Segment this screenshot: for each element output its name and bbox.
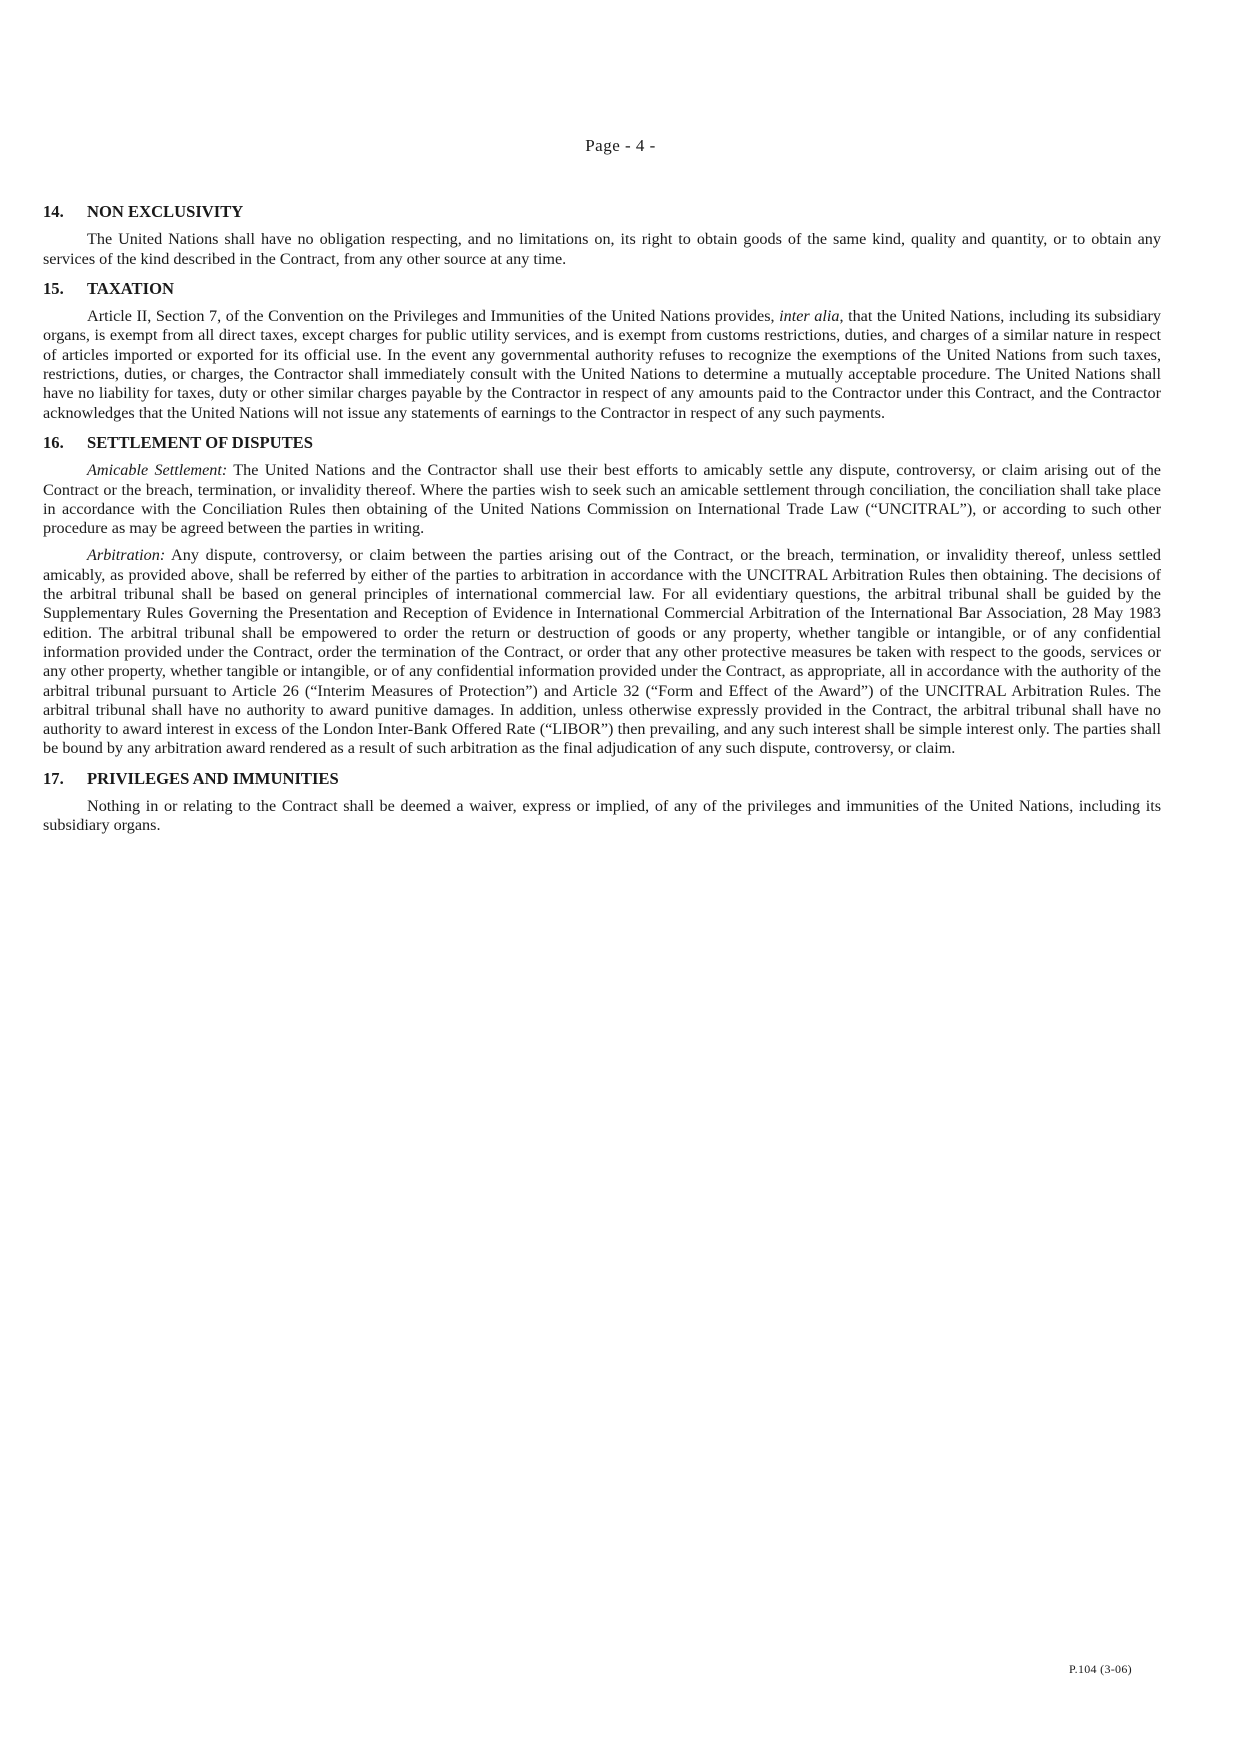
paragraph-text: , that the United Nations, including its subsidiary organs, is exempt from all direct taxes, except charges for public utility services, and is exempt from customs restrictions, duties, and charges of a similar nature in respect of articles imported or exported for its official use. In the event any governmental authority refuses to recognize the exemptions of the United Nations from such taxes, restrictions, duties, or charges, the Contractor shall immediately consult with the United Nations to determine a mutually acceptable procedure. The United Nations shall have no liability for taxes, duty or other similar charges payable by the Contractor in respect of any amounts paid to the Contractor under this Contract, and the Contractor acknowledges that the United Nations will not issue any statements of earnings to the Contractor in respect of any such payments.: [43, 307, 1161, 422]
section-number: 16.: [43, 432, 64, 452]
paragraph: [43, 307, 1161, 423]
paragraph: [43, 797, 1161, 836]
section-taxation: [43, 279, 1161, 423]
section-title: SETTLEMENT OF DISPUTES: [87, 432, 313, 452]
section-number: 14.: [43, 202, 64, 221]
section-title: NON EXCLUSIVITY: [87, 202, 244, 221]
paragraph-text: The United Nations and the Contractor shall use their best efforts to amicably settle any dispute, controversy, or claim arising out of the Contract or the breach, termination, or invalidity thereof. Where the parties wish to seek such an amicable settlement through conciliation, the conciliation shall take place in accordance with the Conciliation Rules then obtaining of the United Nations Commission on International Trade Law (“UNCITRAL”), or according to such other procedure as may be agreed between the parties in writing.: [43, 461, 1161, 538]
section-settlement-of-disputes: [43, 433, 1161, 759]
paragraph-lead: Amicable Settlement:: [87, 461, 228, 480]
paragraph-text: Article II, Section 7, of the Convention on the Privileges and Immunities of the United Nations provides,: [87, 307, 780, 326]
form-code: P.104 (3-06): [1069, 1662, 1132, 1676]
paragraph-text: The United Nations shall have no obligation respecting, and no limitations on, its right to obtain goods of the same kind, quality and quantity, or to obtain any services of the kind described in the Contract, from any other source at any time.: [43, 230, 1161, 268]
section-title: PRIVILEGES AND IMMUNITIES: [87, 768, 339, 788]
paragraph-lead: Arbitration:: [87, 546, 166, 565]
section-heading: [43, 279, 1161, 298]
paragraph-arbitration: [43, 546, 1161, 758]
paragraph-amicable-settlement: [43, 461, 1161, 538]
section-heading: [43, 433, 1161, 452]
page-number: Page - 4 -: [585, 136, 656, 155]
section-non-exclusivity: [43, 202, 1161, 269]
section-privileges-and-immunities: [43, 769, 1161, 836]
section-heading: [43, 769, 1161, 788]
section-number: 17.: [43, 768, 64, 788]
section-number: 15.: [43, 278, 64, 298]
paragraph-text: Nothing in or relating to the Contract shall be deemed a waiver, express or implied, of any of the privileges and immunities of the United Nations, including its subsidiary organs.: [43, 797, 1161, 835]
paragraph: [43, 230, 1161, 269]
paragraph-text: Any dispute, controversy, or claim between the parties arising out of the Contract, or the breach, termination, or invalidity thereof, unless settled amicably, as provided above, shall be referred by either of the parties to arbitration in accordance with the UNCITRAL Arbitration Rules then obtaining. The decisions of the arbitral tribunal shall be based on general principles of international commercial law. For all evidentiary questions, the arbitral tribunal shall be guided by the Supplementary Rules Governing the Presentation and Reception of Evidence in International Commercial Arbitration of the International Bar Association, 28 May 1983 edition. The arbitral tribunal shall be empowered to order the return or destruction of goods or any property, whether tangible or intangible, or of any confidential information provided under the Contract, order the termination of the Contract, or order that any other protective measures be taken with respect to the goods, services or any other property, whether tangible or intangible, or of any confidential information provided under the Contract, as appropriate, all in accordance with the authority of the arbitral tribunal pursuant to Article 26 (“Interim Measures of Protection”) and Article 32 (“Form and Effect of the Award”) of the UNCITRAL Arbitration Rules. The arbitral tribunal shall have no authority to award punitive damages. In addition, unless otherwise expressly provided in the Contract, the arbitral tribunal shall have no authority to award interest in excess of the London Inter-Bank Offered Rate (“LIBOR”) then prevailing, and any such interest shall be simple interest only. The parties shall be bound by any arbitration award rendered as a result of such arbitration as the final adjudication of any such dispute, controversy, or claim.: [43, 546, 1161, 758]
document-body: [43, 202, 1161, 846]
latin-phrase: inter alia: [779, 307, 840, 326]
section-heading: [43, 202, 1161, 221]
section-title: TAXATION: [87, 278, 174, 298]
